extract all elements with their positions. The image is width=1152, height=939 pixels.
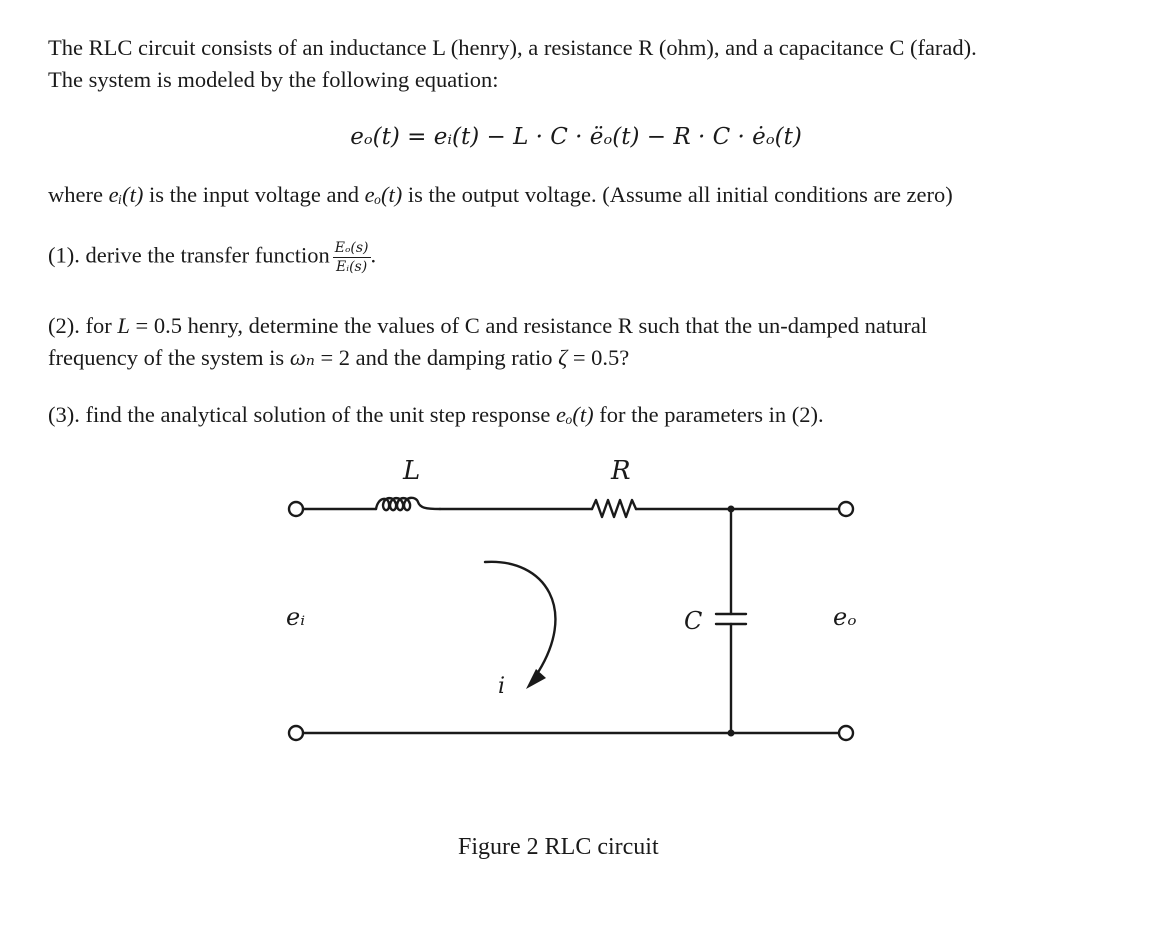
output-voltage-symbol: eₒ(t) (364, 182, 403, 207)
resistor-zigzag (592, 500, 636, 517)
intro-line-1: The RLC circuit consists of an inductance L (henry), a resistance R (ohm), and a capacitance C (farad). (48, 35, 977, 60)
current-arrow-arc (485, 562, 555, 677)
inductor-label: L (403, 456, 421, 486)
junction-node-top (728, 506, 735, 513)
question-2-text-1: (2). for (48, 313, 112, 338)
where-text-3: is the output voltage. (Assume all initial conditions are zero) (407, 182, 953, 207)
intro-line-2: The system is modeled by the following equation: (48, 67, 499, 92)
where-text-2: is the input voltage and (149, 182, 359, 207)
input-voltage-symbol: eᵢ(t) (108, 182, 144, 207)
output-terminal-top (839, 502, 853, 516)
question-1-text: (1). derive the transfer function (48, 242, 330, 268)
question-2-text-4: = 2 and the damping ratio (320, 345, 553, 370)
question-2-text-2: = 0.5 henry, determine the values of C and resistance R such that the un-damped natural (135, 313, 928, 338)
input-terminal-bottom (289, 726, 303, 740)
output-voltage-label: eₒ (833, 603, 857, 631)
fraction-numerator: Eₒ(s) (334, 240, 369, 256)
figure-caption: Figure 2 RLC circuit (458, 834, 659, 860)
inductance-symbol: L (117, 313, 130, 338)
where-text-1: where (48, 182, 103, 207)
natural-frequency-symbol: ωₙ (289, 345, 315, 370)
question-3-text-1: (3). find the analytical solution of the unit step response (48, 402, 551, 427)
current-arrow-head (526, 669, 546, 689)
input-terminal-top (289, 502, 303, 516)
input-voltage-label: eᵢ (286, 603, 306, 631)
question-3-text-2: for the parameters in (2). (599, 402, 824, 427)
question-2-text-3: frequency of the system is (48, 345, 285, 370)
resistor-label: R (611, 456, 631, 486)
governing-equation: eₒ(t) = eᵢ(t) − L · C · ëₒ(t) − R · C · ėₒ(t) (350, 124, 802, 150)
damping-ratio-symbol: ζ (558, 345, 568, 370)
junction-node-bottom (728, 730, 735, 737)
output-terminal-bottom (839, 726, 853, 740)
capacitor-label: C (684, 607, 703, 635)
question-1-period: . (370, 242, 377, 268)
step-response-symbol: eₒ(t) (556, 402, 594, 427)
current-label: i (498, 674, 506, 699)
inductor-coil (376, 498, 440, 510)
question-2-text-5: = 0.5? (572, 345, 630, 370)
fraction-denominator: Eᵢ(s) (336, 259, 368, 275)
